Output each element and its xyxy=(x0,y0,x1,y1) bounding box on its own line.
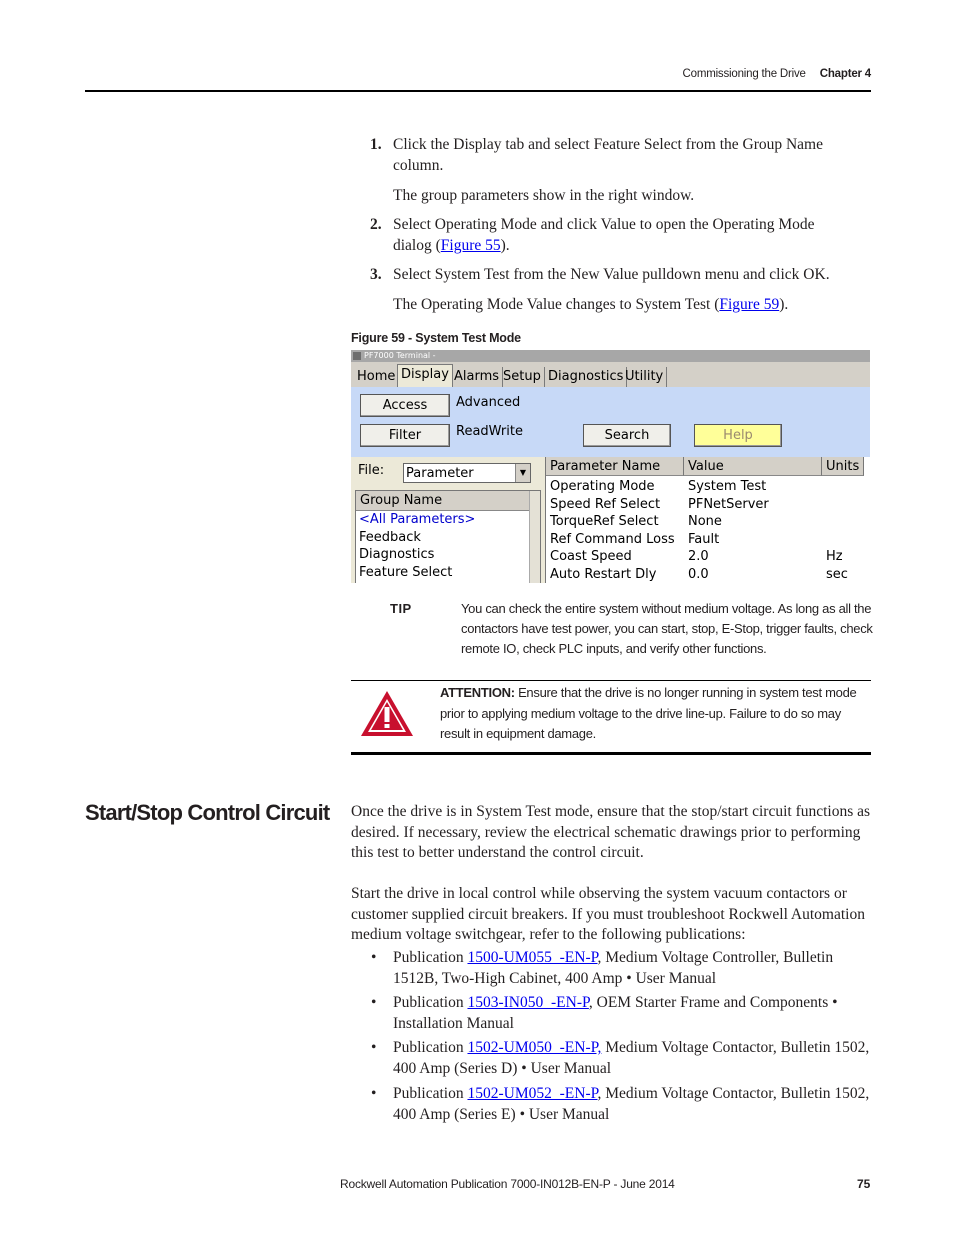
step-3 xyxy=(370,265,850,286)
param-value: 0.0 xyxy=(688,567,709,582)
step-text xyxy=(393,215,850,256)
param-name: TorqueRef Select xyxy=(550,514,659,530)
publication-link[interactable]: 1503-IN050_-EN-P xyxy=(467,994,589,1011)
step-1 xyxy=(370,135,850,176)
access-button[interactable]: Access xyxy=(360,394,450,417)
publication-link[interactable]: 1502-UM050_-EN-P, xyxy=(467,1039,602,1056)
list-item-text xyxy=(393,1038,871,1079)
list-item-prefix: Publication xyxy=(393,1085,468,1102)
bullet-icon: • xyxy=(371,1039,377,1056)
list-item xyxy=(371,1084,871,1125)
tab-home[interactable]: Home xyxy=(354,367,399,387)
table-row[interactable] xyxy=(546,478,870,496)
bullet-icon: • xyxy=(371,1085,377,1102)
readwrite-label: ReadWrite xyxy=(456,424,523,439)
param-name: Coast Speed xyxy=(550,549,632,565)
section-paragraph-1: Once the drive is in System Test mode, ensure that the stop/start circuit functions as desired. If necessary, review the electrical schematic drawings prior to performing this test to better understand the control circuit. xyxy=(351,803,871,861)
step-text: Select System Test from the New Value pulldown menu and click OK. xyxy=(393,266,830,283)
tab-alarms[interactable]: Alarms xyxy=(451,367,503,387)
header-chapter: Chapter 4 xyxy=(819,68,871,80)
group-item[interactable]: Feature Select xyxy=(359,564,453,580)
param-units: sec xyxy=(826,567,848,582)
window-title-bar xyxy=(351,350,870,362)
list-item-rest: , Medium Voltage Controller, Bulletin 1512B, Two-High Cabinet, 400 Amp • User Manual xyxy=(393,949,834,987)
param-name: Ref Command Loss xyxy=(550,531,675,547)
param-name: Operating Mode xyxy=(550,479,655,494)
help-button[interactable]: Help xyxy=(694,424,782,447)
file-select-value: Parameter xyxy=(406,466,474,481)
group-item[interactable]: Feedback xyxy=(359,529,421,545)
step-3-result xyxy=(393,295,788,315)
advanced-label: Advanced xyxy=(456,395,521,410)
list-item-rest: , Medium Voltage Contactor, Bulletin 1502, 400 Amp (Series E) • User Manual xyxy=(393,1085,870,1123)
group-list xyxy=(355,490,541,583)
attention-text xyxy=(440,683,865,745)
group-item[interactable]: Diagnostics xyxy=(359,547,435,562)
param-units: Hz xyxy=(826,549,843,565)
column-header-units[interactable]: Units xyxy=(822,457,864,476)
tip-text: You can check the entire system without medium voltage. As long as all the contactors have test power, you can start, stop, E-Stop, trigger faults, check remote IO, check PLC inputs, and verify other functions. xyxy=(461,601,873,656)
column-header-name[interactable]: Parameter Name xyxy=(546,457,684,476)
step-1-result: The group parameters show in the right window. xyxy=(393,187,695,204)
result-part: ). xyxy=(779,296,789,313)
group-list-scrollbar[interactable] xyxy=(529,491,540,583)
table-row[interactable] xyxy=(546,496,870,514)
step-number: 3. xyxy=(370,266,382,283)
attention-body: Ensure that the drive is no longer running in system test mode prior to applying medium voltage to the drive line-up. Failure to do so may result in equipment damage. xyxy=(440,685,857,741)
page-number: 75 xyxy=(857,1177,871,1191)
step-number: 2. xyxy=(370,216,382,233)
list-item xyxy=(371,993,871,1034)
list-item-rest: Medium Voltage Contactor, Bulletin 1502, 400 Amp (Series D) • User Manual xyxy=(393,1039,870,1077)
bullet-icon: • xyxy=(371,949,377,966)
group-list-header: Group Name xyxy=(356,491,530,511)
tab-diagnostics[interactable]: Diagnostics xyxy=(545,367,627,387)
terminal-screenshot xyxy=(351,350,870,583)
chevron-down-icon[interactable]: ▼ xyxy=(515,464,530,482)
param-value: 2.0 xyxy=(688,549,709,565)
list-item xyxy=(371,948,871,989)
running-header xyxy=(683,68,871,80)
section-title: Start/Stop Control Circuit xyxy=(85,800,330,825)
result-part: The Operating Mode Value changes to System Test ( xyxy=(393,296,720,313)
warning-triangle-icon xyxy=(359,689,415,739)
tab-utility[interactable]: Utility xyxy=(622,367,667,387)
publication-link[interactable]: 1500-UM055_-EN-P xyxy=(467,949,598,966)
list-item-prefix: Publication xyxy=(393,994,468,1011)
param-value: None xyxy=(688,514,722,530)
page-header xyxy=(85,66,871,92)
tip-label: TIP xyxy=(390,601,412,616)
tab-display[interactable]: Display xyxy=(397,364,453,388)
footer-publication: Rockwell Automation Publication 7000-IN012B-EN-P - June 2014 xyxy=(340,1177,675,1191)
figure-59-link[interactable]: Figure 59 xyxy=(719,296,780,313)
step-text-part: Select Operating Mode and click Value to open the Operating Mode dialog ( xyxy=(393,216,815,254)
bullet-icon: • xyxy=(371,994,377,1011)
app-icon xyxy=(353,352,361,360)
list-item-prefix: Publication xyxy=(393,1039,468,1056)
publication-link[interactable]: 1502-UM052_-EN-P xyxy=(467,1085,598,1102)
table-row[interactable] xyxy=(546,531,870,549)
list-item xyxy=(371,1038,871,1079)
parameter-browser xyxy=(351,457,870,583)
menu-bar xyxy=(351,362,870,387)
step-number: 1. xyxy=(370,136,382,153)
param-value: System Test xyxy=(688,479,767,494)
parameter-table xyxy=(545,457,870,583)
figure-caption: Figure 59 - System Test Mode xyxy=(351,331,521,345)
step-text-part: ). xyxy=(500,236,510,254)
toolbar xyxy=(351,387,870,457)
table-row[interactable] xyxy=(546,566,870,583)
section-paragraph-2: Start the drive in local control while observing the system vacuum contactors or customer supplied circuit breakers. If you must troubleshoot Rockwell Automation medium voltage switchgear, refer to the following publications: xyxy=(351,885,865,943)
param-value: PFNetServer xyxy=(688,496,769,512)
window-title: PF7000 Terminal - xyxy=(364,351,436,360)
group-item[interactable]: <All Parameters> xyxy=(359,512,476,527)
column-header-value[interactable]: Value xyxy=(684,457,822,476)
list-item-rest: , OEM Starter Frame and Components • Installation Manual xyxy=(393,994,838,1032)
file-label: File: xyxy=(358,463,385,478)
param-name: Speed Ref Select xyxy=(550,496,661,512)
tab-setup[interactable]: Setup xyxy=(500,367,545,387)
table-row[interactable] xyxy=(546,548,870,566)
list-item-text xyxy=(393,948,871,989)
figure-55-link[interactable]: Figure 55 xyxy=(440,236,501,254)
attention-label: ATTENTION: xyxy=(440,685,515,700)
list-item-prefix: Publication xyxy=(393,949,468,966)
filter-button[interactable]: Filter xyxy=(360,424,450,447)
step-2 xyxy=(370,215,850,256)
header-section: Commissioning the Drive xyxy=(682,68,806,80)
step-text: Click the Display tab and select Feature Select from the Group Name column. xyxy=(393,136,823,174)
list-item-text xyxy=(393,1084,871,1125)
param-name: Auto Restart Dly xyxy=(550,567,657,582)
search-button[interactable]: Search xyxy=(583,424,671,447)
list-item-text xyxy=(393,993,871,1034)
file-select[interactable] xyxy=(403,463,531,483)
table-row[interactable] xyxy=(546,513,870,531)
param-value: Fault xyxy=(688,531,720,547)
